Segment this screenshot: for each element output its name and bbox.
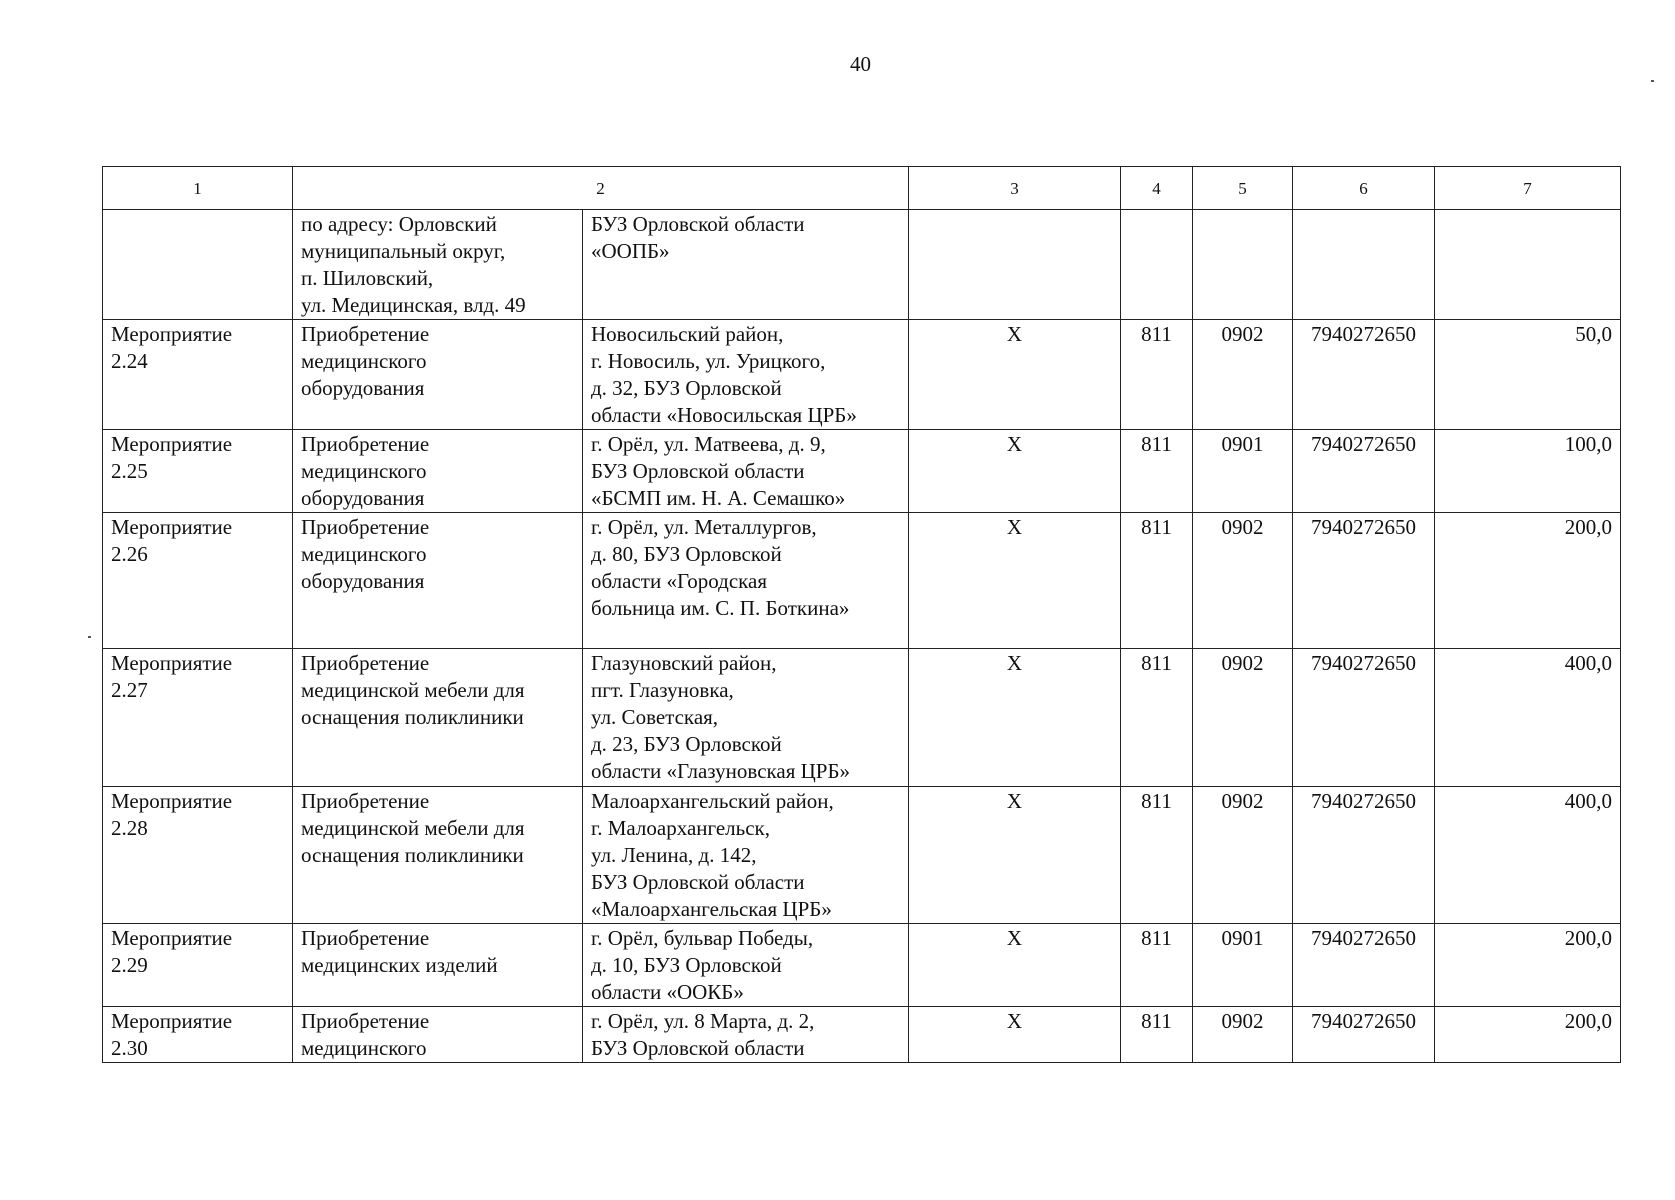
- cell-name: Приобретение медицинского оборудования: [293, 320, 583, 430]
- table-row: [103, 320, 1621, 430]
- cell-c3: [909, 210, 1121, 320]
- cell-c7: 50,0: [1435, 320, 1621, 430]
- header-col-4: 4: [1121, 167, 1193, 210]
- appropriations-table: [102, 166, 1621, 1063]
- cell-address: БУЗ Орловской области «ООПБ»: [583, 210, 909, 320]
- page-number: 40: [850, 52, 871, 76]
- header-col-7: 7: [1435, 167, 1621, 210]
- cell-c3: Х: [909, 787, 1121, 924]
- cell-c6: 7940272650: [1293, 787, 1435, 924]
- cell-c3: Х: [909, 924, 1121, 1007]
- cell-name: Приобретение медицинского: [293, 1007, 583, 1063]
- cell-address: г. Орёл, ул. Матвеева, д. 9, БУЗ Орловской области «БСМП им. Н. А. Семашко»: [583, 430, 909, 513]
- cell-address: Глазуновский район, пгт. Глазуновка, ул. Советская, д. 23, БУЗ Орловской области «Глазуновская ЦРБ»: [583, 649, 909, 787]
- cell-name: Приобретение медицинских изделий: [293, 924, 583, 1007]
- cell-c5: 0901: [1193, 430, 1293, 513]
- cell-c5: [1193, 210, 1293, 320]
- table-row: [103, 513, 1621, 649]
- scan-speck: [88, 636, 91, 638]
- cell-c5: 0902: [1193, 1007, 1293, 1063]
- table-row: [103, 1007, 1621, 1063]
- cell-id: Мероприятие 2.26: [103, 513, 293, 649]
- cell-address: г. Орёл, ул. Металлургов, д. 80, БУЗ Орловской области «Городская больница им. С. П. Боткина»: [583, 513, 909, 649]
- cell-c6: [1293, 210, 1435, 320]
- cell-address: Малоархангельский район, г. Малоархангельск, ул. Ленина, д. 142, БУЗ Орловской области «Малоархангельская ЦРБ»: [583, 787, 909, 924]
- cell-id: [103, 210, 293, 320]
- cell-c7: 100,0: [1435, 430, 1621, 513]
- cell-c5: 0902: [1193, 320, 1293, 430]
- cell-name: Приобретение медицинского оборудования: [293, 513, 583, 649]
- cell-c6: 7940272650: [1293, 320, 1435, 430]
- cell-c7: 400,0: [1435, 787, 1621, 924]
- cell-id: Мероприятие 2.24: [103, 320, 293, 430]
- scan-speck: [1651, 80, 1654, 82]
- cell-address: г. Орёл, ул. 8 Марта, д. 2, БУЗ Орловской области: [583, 1007, 909, 1063]
- cell-c4: 811: [1121, 787, 1193, 924]
- cell-id: Мероприятие 2.29: [103, 924, 293, 1007]
- header-col-3: 3: [909, 167, 1121, 210]
- cell-address: г. Орёл, бульвар Победы, д. 10, БУЗ Орловской области «ООКБ»: [583, 924, 909, 1007]
- cell-c4: [1121, 210, 1193, 320]
- cell-c7: 200,0: [1435, 924, 1621, 1007]
- header-col-2: 2: [293, 167, 909, 210]
- header-col-5: 5: [1193, 167, 1293, 210]
- cell-c6: 7940272650: [1293, 430, 1435, 513]
- table-row: [103, 924, 1621, 1007]
- cell-c6: 7940272650: [1293, 1007, 1435, 1063]
- cell-id: Мероприятие 2.30: [103, 1007, 293, 1063]
- cell-c3: Х: [909, 320, 1121, 430]
- cell-c3: Х: [909, 430, 1121, 513]
- cell-c7: 400,0: [1435, 649, 1621, 787]
- cell-c4: 811: [1121, 513, 1193, 649]
- cell-name: по адресу: Орловский муниципальный округ, п. Шиловский, ул. Медицинская, влд. 49: [293, 210, 583, 320]
- cell-c5: 0902: [1193, 649, 1293, 787]
- header-col-6: 6: [1293, 167, 1435, 210]
- cell-name: Приобретение медицинской мебели для оснащения поликлиники: [293, 787, 583, 924]
- cell-c3: Х: [909, 649, 1121, 787]
- table-header-row: [103, 167, 1621, 210]
- cell-c5: 0902: [1193, 513, 1293, 649]
- cell-c4: 811: [1121, 924, 1193, 1007]
- cell-address: Новосильский район, г. Новосиль, ул. Урицкого, д. 32, БУЗ Орловской области «Новосильская ЦРБ»: [583, 320, 909, 430]
- cell-c4: 811: [1121, 649, 1193, 787]
- cell-name: Приобретение медицинского оборудования: [293, 430, 583, 513]
- continuation-row: [103, 210, 1621, 320]
- cell-c3: Х: [909, 1007, 1121, 1063]
- cell-c6: 7940272650: [1293, 924, 1435, 1007]
- cell-c7: 200,0: [1435, 513, 1621, 649]
- cell-id: Мероприятие 2.27: [103, 649, 293, 787]
- cell-c6: 7940272650: [1293, 649, 1435, 787]
- cell-name: Приобретение медицинской мебели для оснащения поликлиники: [293, 649, 583, 787]
- cell-c7: 200,0: [1435, 1007, 1621, 1063]
- cell-c4: 811: [1121, 1007, 1193, 1063]
- table-row: [103, 787, 1621, 924]
- cell-c7: [1435, 210, 1621, 320]
- cell-c3: Х: [909, 513, 1121, 649]
- cell-c5: 0901: [1193, 924, 1293, 1007]
- table-row: [103, 430, 1621, 513]
- table-row: [103, 649, 1621, 787]
- cell-c5: 0902: [1193, 787, 1293, 924]
- cell-id: Мероприятие 2.28: [103, 787, 293, 924]
- cell-c4: 811: [1121, 430, 1193, 513]
- cell-id: Мероприятие 2.25: [103, 430, 293, 513]
- header-col-1: 1: [103, 167, 293, 210]
- cell-c6: 7940272650: [1293, 513, 1435, 649]
- cell-c4: 811: [1121, 320, 1193, 430]
